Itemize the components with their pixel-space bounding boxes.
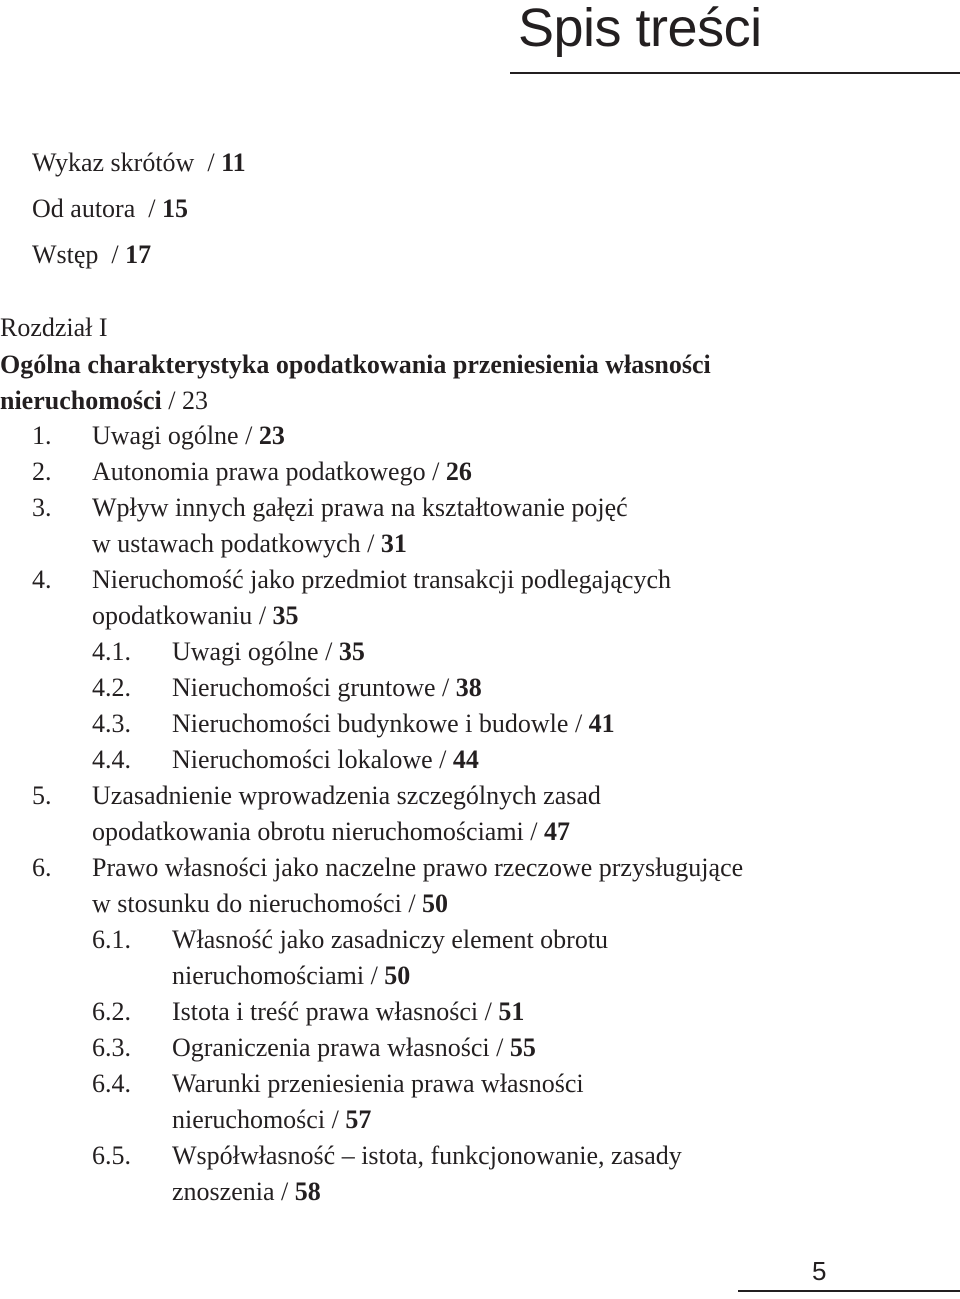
toc-entry-title-line [172,922,608,958]
page-number: 5 [812,1256,827,1286]
toc-entry-title-line [172,634,365,670]
page-title: Spis treści [518,0,762,58]
toc-entry-title-line [92,562,671,598]
toc-entry-title: Uwagi ogólne [172,637,319,666]
toc-entry-title-line [92,850,743,886]
toc-entry-number: 6.2. [92,997,131,1026]
toc-entry-number: 6.3. [92,1033,131,1062]
toc-entry-number: 4.4. [92,745,131,774]
toc-front-item[interactable] [32,194,188,224]
toc-separator: / [360,529,381,558]
toc-entry-title-line [92,454,472,490]
toc-page-number: 38 [455,673,482,702]
chapter-title-text: Ogólna charakterystyka opodatkowania przeniesienia własności nieruchomości [0,350,711,415]
toc-page-number: 35 [272,601,299,630]
toc-entry-title: Wpływ innych gałęzi prawa na kształtowanie pojęć [92,493,628,522]
toc-separator: / [161,386,182,415]
chapter-title[interactable] [0,347,820,419]
toc-entry-number: 4. [32,565,52,594]
toc-page-number: 47 [544,817,571,846]
toc-entry-number: 4.1. [92,637,131,666]
toc-separator: / [523,817,545,846]
toc-entry-number: 5. [32,781,52,810]
toc-page-number: 58 [294,1177,321,1206]
toc-entry-title: Nieruchomości lokalowe [172,745,433,774]
toc-entry-number: 6.5. [92,1141,131,1170]
toc-entry-title-line [172,1102,371,1138]
toc-item-label: Wstęp [32,240,99,269]
page-number-rule [738,1290,960,1292]
toc-page-number: 15 [161,194,188,223]
toc-page-number: 35 [338,637,365,666]
toc-entry-title: Autonomia prawa podatkowego [92,457,426,486]
toc-entry-title: Prawo własności jako naczelne prawo rzeczowe przysługujące [92,853,744,882]
toc-entry-title-line [92,598,299,634]
toc-entry-title-line [92,886,448,922]
toc-entry-title: znoszenia [172,1177,275,1206]
toc-entry-title-line [172,670,482,706]
toc-separator: / [148,194,156,223]
toc-separator: / [432,745,453,774]
toc-entry-number: 6. [32,853,52,882]
toc-page-number: 50 [422,889,449,918]
toc-page-number: 51 [498,997,525,1026]
toc-item-label: Od autora [32,194,136,223]
toc-page-number: 44 [452,745,479,774]
toc-entry-number: 6.1. [92,925,131,954]
toc-entry-title-line [172,1138,682,1174]
toc-entry-title-line [172,706,615,742]
toc-entry-title-line [172,994,524,1030]
toc-page-number: 26 [445,457,472,486]
toc-entry-title-line [172,1174,321,1210]
toc-entry-title: Uwagi ogólne [92,421,239,450]
toc-entry-title-line [92,778,601,814]
toc-page-number: 23 [258,421,285,450]
toc-separator: / [274,1177,295,1206]
toc-entry-title: Współwłasność – istota, funkcjonowanie, zasady [172,1141,682,1170]
toc-separator: / [252,601,273,630]
toc-entry-number: 6.4. [92,1069,131,1098]
toc-entry-title: nieruchomościami [172,961,365,990]
toc-separator: / [238,421,259,450]
toc-page-number: 41 [588,709,615,738]
toc-entry-number: 2. [32,457,52,486]
toc-entry-title: Istota i treść prawa własności [172,997,479,1026]
toc-entry-title-line [92,526,407,562]
toc-entry-title-line [172,958,410,994]
toc-entry-title: nieruchomości [172,1105,326,1134]
toc-entry-title-line [172,1030,536,1066]
toc-entry-number: 4.2. [92,673,131,702]
title-rule [510,72,960,74]
toc-page-number: 57 [345,1105,372,1134]
toc-separator: / [325,1105,346,1134]
toc-page-number: 50 [384,961,411,990]
toc-separator: / [489,1033,510,1062]
toc-front-item[interactable] [32,240,151,270]
toc-separator: / [207,148,215,177]
toc-entry-title: w ustawach podatkowych [92,529,361,558]
chapter-page-number: 23 [182,386,208,415]
toc-separator: / [568,709,589,738]
toc-entry-number: 3. [32,493,52,522]
toc-separator: / [401,889,423,918]
toc-entry-title: opodatkowania obrotu nieruchomościami [92,817,524,846]
toc-entry-title: Nieruchomość jako przedmiot transakcji podlegających [92,565,672,594]
toc-page-number: 11 [221,148,246,177]
toc-separator: / [318,637,339,666]
toc-entry-title: Nieruchomości gruntowe [172,673,436,702]
toc-entry-title: Własność jako zasadniczy element obrotu [172,925,609,954]
chapter-label: Rozdział I [0,313,108,342]
toc-entry-title: Ograniczenia prawa własności [172,1033,490,1062]
toc-page-number: 55 [509,1033,536,1062]
toc-separator: / [435,673,456,702]
toc-entry-title: Uzasadnienie wprowadzenia szczególnych zasad [92,781,601,810]
toc-entry-title: Nieruchomości budynkowe i budowle [172,709,569,738]
toc-entry-title-line [92,490,628,526]
toc-entry-number: 4.3. [92,709,131,738]
toc-entry-title: opodatkowaniu [92,601,253,630]
toc-entry-title-line [92,814,570,850]
toc-entry-title-line [172,1066,584,1102]
toc-separator: / [478,997,499,1026]
toc-separator: / [111,240,119,269]
toc-entry-title-line [92,418,285,454]
toc-entry-number: 1. [32,421,52,450]
toc-separator: / [425,457,446,486]
toc-entry-title-line [172,742,479,778]
toc-entry-title: w stosunku do nieruchomości [92,889,402,918]
toc-item-label: Wykaz skrótów [32,148,195,177]
toc-entry-title: Warunki przeniesienia prawa własności [172,1069,584,1098]
toc-page-number: 17 [125,240,152,269]
toc-page-number: 31 [380,529,407,558]
toc-front-item[interactable] [32,148,246,178]
toc-separator: / [364,961,385,990]
